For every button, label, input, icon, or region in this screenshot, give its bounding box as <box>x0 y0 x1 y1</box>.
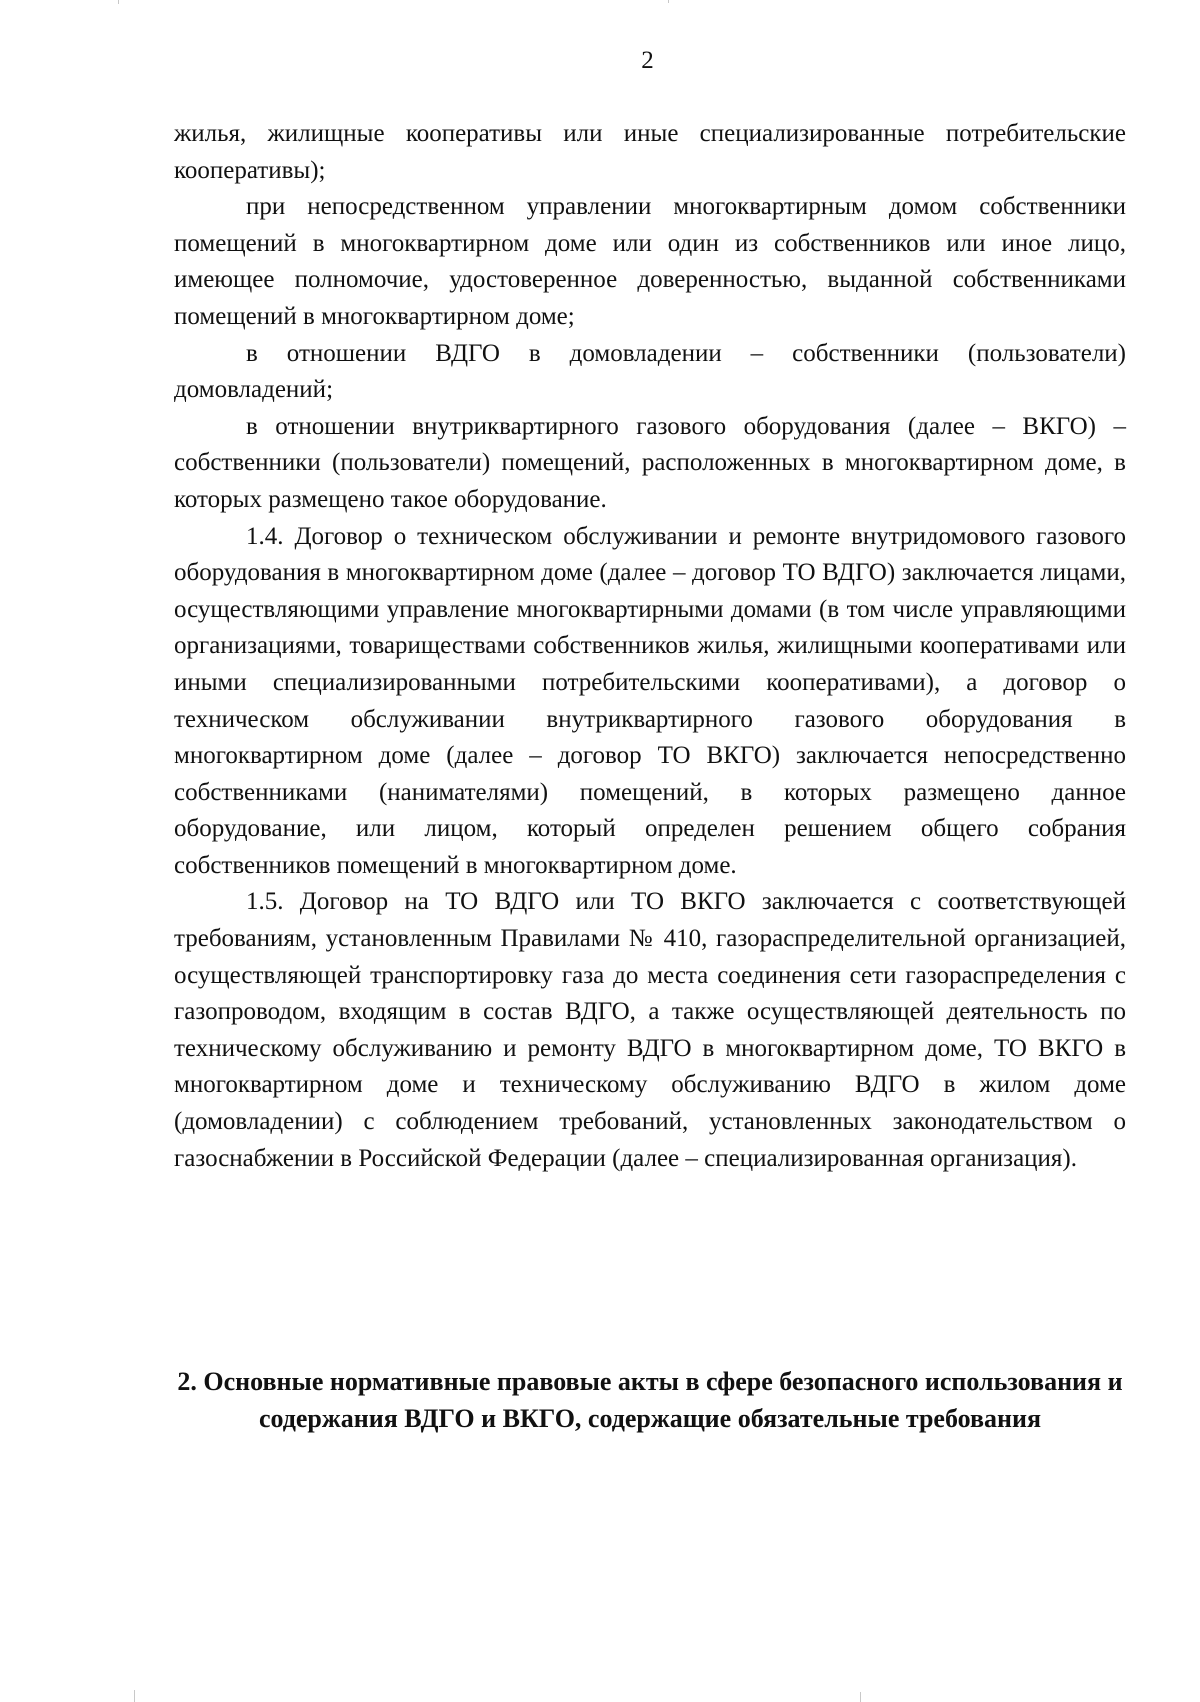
scan-artifact <box>860 1692 861 1702</box>
paragraph-continuation: жилья, жилищные кооперативы или иные специализированные потребительские кооперативы); <box>174 120 1126 184</box>
scan-artifact <box>668 0 669 3</box>
paragraph-1-4: 1.4. Договор о техническом обслуживании и ремонте внутридомового газового оборудования в многоквартирном доме (далее – договор ТО ВДГО) заключается лицами, осуществляющими управление многоквартирными домами (в том числе управляющими организациями, товариществами собственников жилья, жилищными кооперативами или иными специализированными потребительскими кооперативами), а договор о техническом обслуживании внутриквартирного газового оборудования в многоквартирном доме (далее – договор ТО ВКГО) заключается непосредственно собственниками (нанимателями) помещений, в которых размещено данное оборудование, или лицом, который определен решением общего собрания собственников помещений в многоквартирном доме. <box>174 522 1126 879</box>
document-body <box>174 116 1126 1177</box>
page-number: 2 <box>641 47 654 74</box>
paragraph-vkgo-owners: в отношении внутриквартирного газового оборудования (далее – ВКГО) – собственники (пользователи) помещений, расположенных в многоквартирном доме, в которых размещено такое оборудование. <box>174 412 1126 513</box>
paragraph-direct-management: при непосредственном управлении многоквартирным домом собственники помещений в многоквартирном доме или один из собственников или иное лицо, имеющее полномочие, удостоверенное доверенностью, выданной собственниками помещений в многоквартирном доме; <box>174 193 1126 330</box>
paragraph-household-owners: в отношении ВДГО в домовладении – собственники (пользователи) домовладений; <box>174 339 1126 404</box>
section-heading: 2. Основные нормативные правовые акты в сфере безопасного использования и содержания ВДГО и ВКГО, содержащие обязательные требования <box>177 1367 1123 1433</box>
scan-artifact <box>134 1690 135 1702</box>
paragraph-1-5: 1.5. Договор на ТО ВДГО или ТО ВКГО заключается с соответствующей требованиям, установленным Правилами № 410, газораспределительной организацией, осуществляющей транспортировку газа до места соединения сети газораспределения с газопроводом, входящим в состав ВДГО, а также осуществляющей деятельность по техническому обслуживанию и ремонту ВДГО в многоквартирном доме, ТО ВКГО в многоквартирном доме и техническому обслуживанию ВДГО в жилом доме (домовладении) с соблюдением требований, установленных законодательством о газоснабжении в Российской Федерации (далее – специализированная организация). <box>174 888 1126 1172</box>
scan-artifact <box>118 0 119 4</box>
